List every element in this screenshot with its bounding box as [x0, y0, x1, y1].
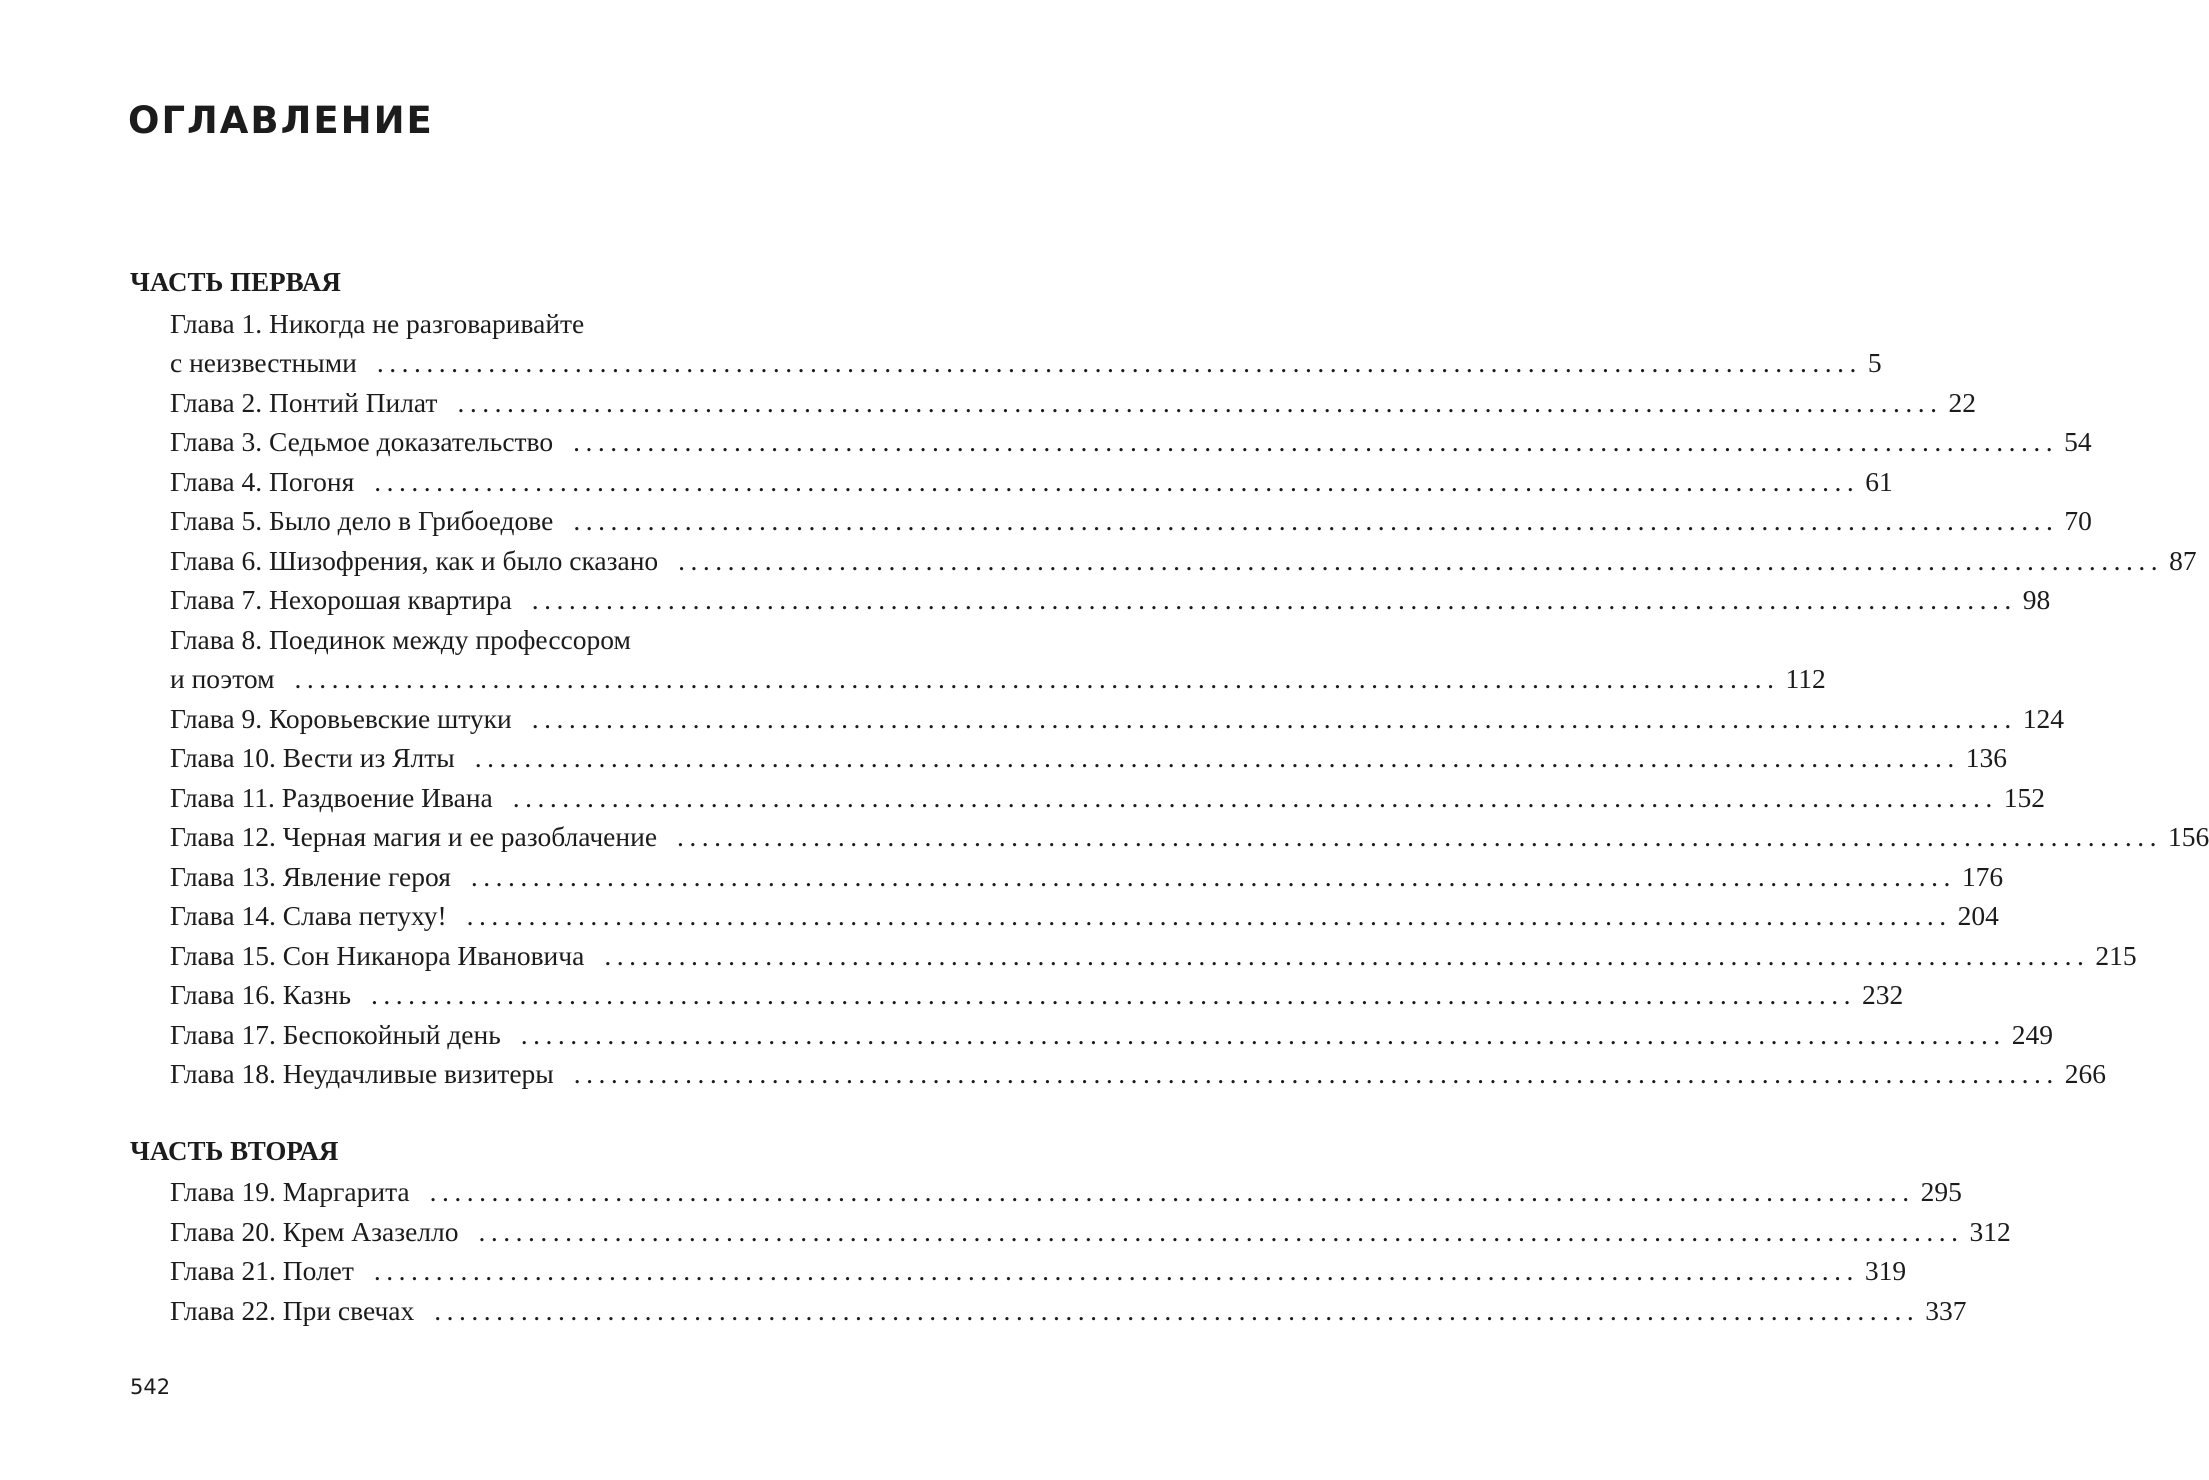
- chapter-page: 215: [2095, 940, 2137, 971]
- chapter-title: Глава 17. Беспокойный день: [170, 1019, 501, 1050]
- page-number: 542: [130, 1375, 171, 1399]
- dot-leader: ........................................................................................................................: [573, 426, 2059, 457]
- dot-leader: ........................................................................................................................: [573, 1058, 2059, 1089]
- toc-entry-13: [170, 859, 2004, 895]
- chapter-page: 70: [2064, 505, 2092, 536]
- chapter-title: Глава 21. Полет: [170, 1255, 354, 1286]
- dot-leader: ........................................................................................................................: [373, 1255, 1859, 1286]
- toc-entry-14: [170, 898, 1999, 934]
- dot-leader: ........................................................................................................................: [478, 1216, 1964, 1247]
- dot-leader: ........................................................................................................................: [434, 1295, 1920, 1326]
- toc-entry-6: [170, 543, 2197, 579]
- part-heading: ЧАСТЬ ВТОРАЯ: [130, 1136, 339, 1166]
- chapter-page: 204: [1957, 900, 1999, 931]
- chapter-page: 176: [1961, 861, 2004, 892]
- toc-entry-10: [170, 740, 2008, 776]
- chapter-title: Глава 7. Нехорошая квартира: [170, 584, 512, 615]
- chapter-page: 22: [1948, 387, 1976, 418]
- chapter-title-first-line: Глава 8. Поединок между профессором: [170, 624, 631, 655]
- toc-entry-1: [170, 345, 1882, 381]
- chapter-page: 5: [1867, 347, 1882, 378]
- toc-entry-22: [170, 1293, 1967, 1329]
- chapter-title: и поэтом: [170, 663, 275, 694]
- dot-leader: ........................................................................................................................: [531, 703, 2017, 734]
- dot-leader: ........................................................................................................................: [474, 742, 1960, 773]
- chapter-page: 295: [1920, 1176, 1962, 1207]
- chapter-title: Глава 19. Маргарита: [170, 1176, 410, 1207]
- dot-leader: ........................................................................................................................: [604, 940, 2090, 971]
- chapter-title: Глава 9. Коровьевские штуки: [170, 703, 512, 734]
- dot-leader: ........................................................................................................................: [512, 782, 1998, 813]
- chapter-page: 54: [2064, 426, 2092, 457]
- chapter-page: 312: [1969, 1216, 2011, 1247]
- dot-leader: ........................................................................................................................: [429, 1176, 1915, 1207]
- chapter-title: Глава 11. Раздвоение Ивана: [170, 782, 493, 813]
- chapter-title: Глава 4. Погоня: [170, 466, 355, 497]
- chapter-title: Глава 16. Казнь: [170, 979, 352, 1010]
- chapter-page: 87: [2169, 545, 2197, 576]
- dot-leader: ........................................................................................................................: [466, 900, 1952, 931]
- chapter-page: 124: [2022, 703, 2065, 734]
- chapter-page: 156: [2168, 821, 2209, 852]
- chapter-title-first-line: Глава 1. Никогда не разговаривайте: [170, 308, 585, 339]
- toc-entry-2: [170, 385, 1976, 421]
- dot-leader: ........................................................................................................................: [374, 466, 1860, 497]
- chapter-page: 152: [2003, 782, 2046, 813]
- chapter-page: 337: [1925, 1295, 1967, 1326]
- chapter-page: 136: [1965, 742, 2008, 773]
- toc-entry-16: [170, 977, 1904, 1013]
- toc-entry-19: [170, 1174, 1962, 1210]
- chapter-title: Глава 12. Черная магия и ее разоблачение: [170, 821, 658, 852]
- chapter-title: Глава 5. Было дело в Грибоедове: [170, 505, 554, 536]
- chapter-title: Глава 6. Шизофрения, как и было сказано: [170, 545, 659, 576]
- chapter-page: 266: [2064, 1058, 2107, 1089]
- chapter-title: Глава 14. Слава петуху!: [170, 900, 447, 931]
- chapter-title: Глава 22. При свечах: [170, 1295, 415, 1326]
- chapter-title: Глава 20. Крем Азазелло: [170, 1216, 459, 1247]
- chapter-page: 319: [1864, 1255, 1907, 1286]
- dot-leader: ........................................................................................................................: [677, 821, 2163, 852]
- chapter-page: 249: [2011, 1019, 2053, 1050]
- chapter-page: 61: [1865, 466, 1893, 497]
- chapter-title: с неизвестными: [170, 347, 357, 378]
- chapter-title: Глава 10. Вести из Ялты: [170, 742, 455, 773]
- chapter-title: Глава 2. Понтий Пилат: [170, 387, 438, 418]
- toc-entry-3: [170, 424, 2092, 460]
- toc-entry-8: [170, 661, 1826, 697]
- dot-leader: ........................................................................................................................: [531, 584, 2017, 615]
- toc-entry-11: [170, 780, 2046, 816]
- dot-leader: ........................................................................................................................: [678, 545, 2164, 576]
- chapter-title: Глава 13. Явление героя: [170, 861, 451, 892]
- dot-leader: ........................................................................................................................: [457, 387, 1943, 418]
- toc-entry-15: [170, 938, 2137, 974]
- chapter-title: Глава 3. Седьмое доказательство: [170, 426, 554, 457]
- toc-entry-21: [170, 1253, 1907, 1289]
- chapter-page: 112: [1785, 663, 1826, 694]
- dot-leader: ........................................................................................................................: [376, 347, 1862, 378]
- part-heading: ЧАСТЬ ПЕРВАЯ: [130, 267, 341, 297]
- chapter-title: Глава 18. Неудачливые визитеры: [170, 1058, 554, 1089]
- dot-leader: ........................................................................................................................: [371, 979, 1857, 1010]
- toc-entry-20: [170, 1214, 2011, 1250]
- dot-leader: ........................................................................................................................: [470, 861, 1956, 892]
- toc-entry-12: [170, 819, 2209, 855]
- toc-entry-9: [170, 701, 2065, 737]
- toc-entry-7: [170, 582, 2051, 618]
- chapter-page: 232: [1862, 979, 1904, 1010]
- toc-entry-8-first-line: [170, 622, 848, 658]
- dot-leader: ........................................................................................................................: [573, 505, 2059, 536]
- toc-entry-5: [170, 503, 2092, 539]
- chapter-title: Глава 15. Сон Никанора Ивановича: [170, 940, 585, 971]
- toc-entry-18: [170, 1056, 2107, 1092]
- chapter-page: 98: [2022, 584, 2051, 615]
- toc-entry-17: [170, 1017, 2053, 1053]
- toc-entry-4: [170, 464, 1893, 500]
- dot-leader: ........................................................................................................................: [520, 1019, 2006, 1050]
- page-title: ОГЛАВЛЕНИЕ: [128, 99, 434, 142]
- dot-leader: ........................................................................................................................: [294, 663, 1780, 694]
- toc-entry-1-first-line: [170, 306, 848, 342]
